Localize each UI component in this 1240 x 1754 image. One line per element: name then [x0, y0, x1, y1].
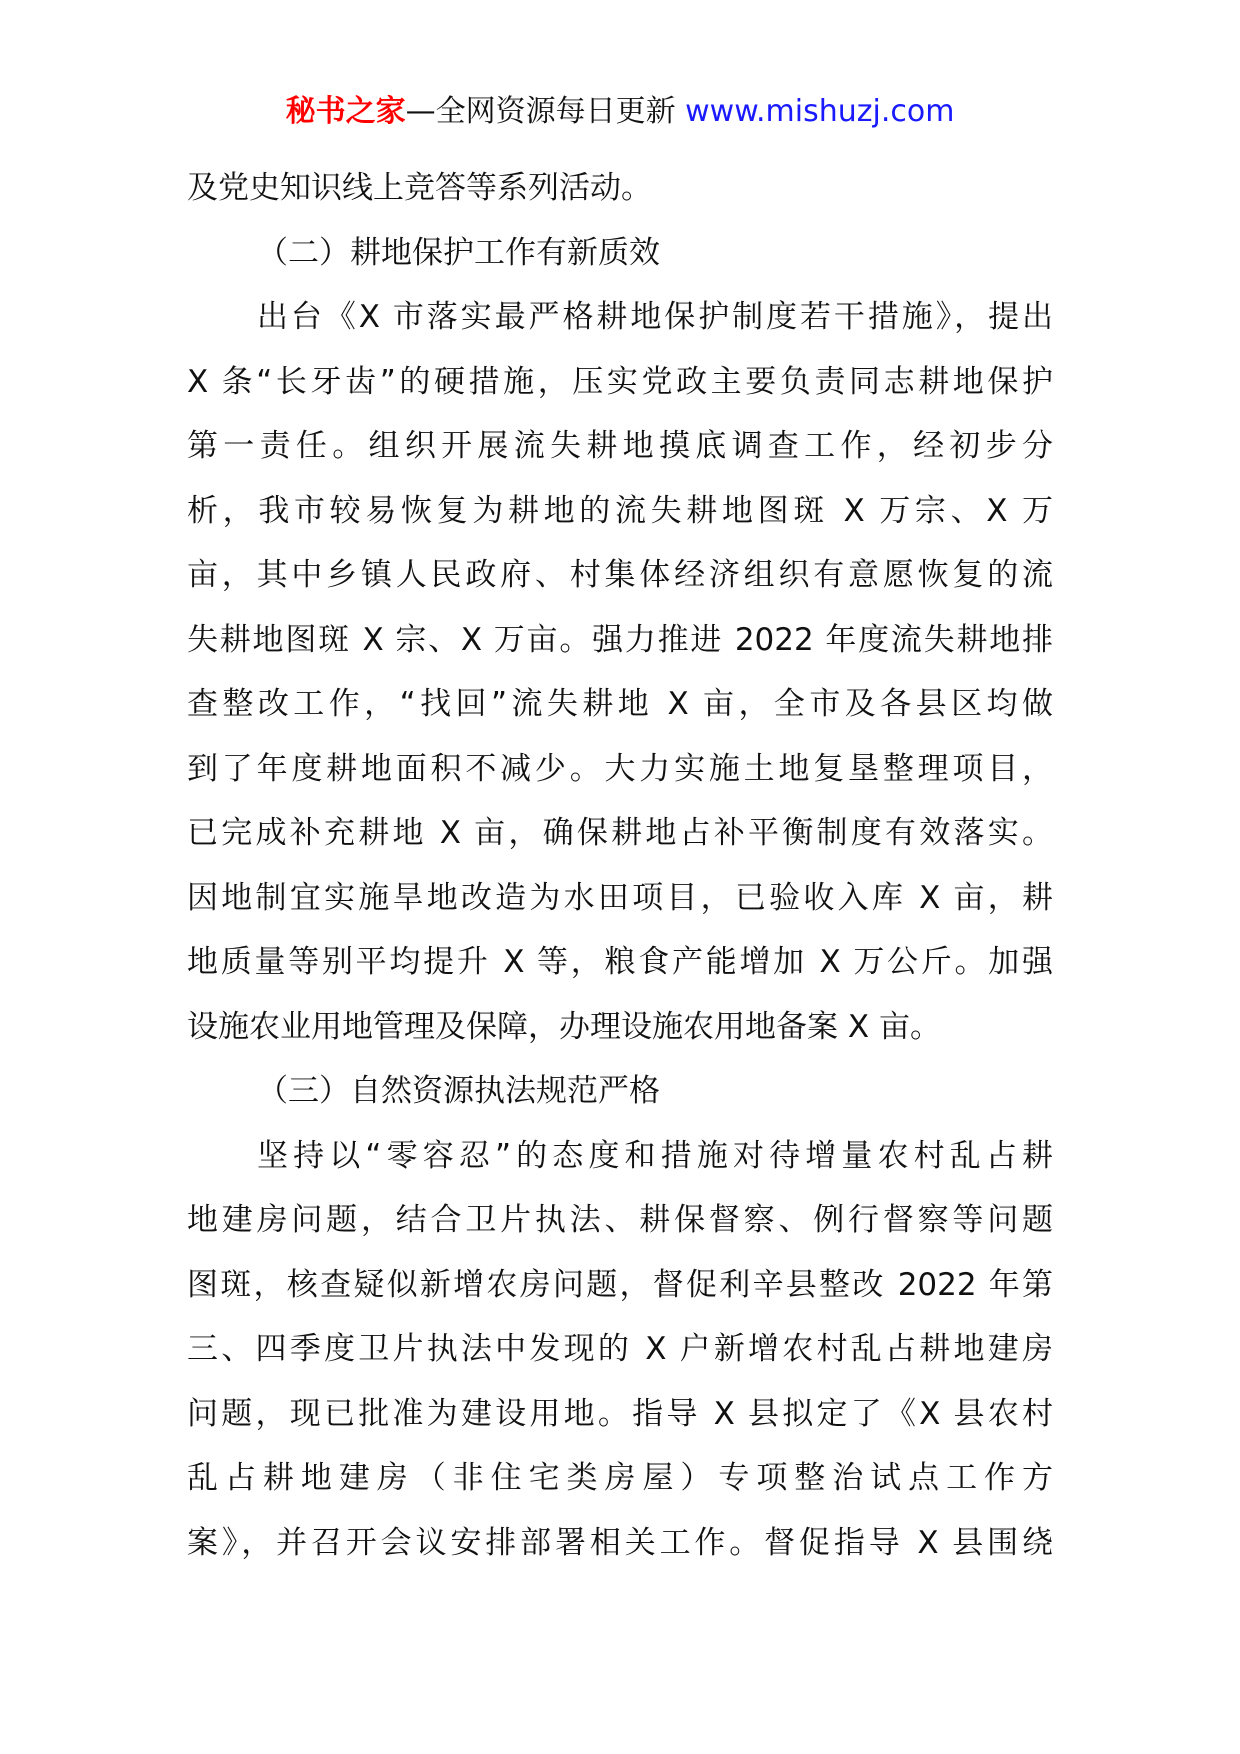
document-body: [187, 156, 1053, 1575]
text-line: 及党史知识线上竞答等系列活动。: [187, 170, 652, 206]
text-line: 三、四季度卫片执法中发现的 X 户新增农村乱占耕地建房: [187, 1331, 1053, 1367]
text-line: 已完成补充耕地 X 亩，确保耕地占补平衡制度有效落实。: [187, 815, 1053, 851]
text-line: 失耕地图斑 X 宗、X 万亩。强力推进 2022 年度流失耕地排: [187, 621, 1053, 658]
text-line: 设施农业用地管理及保障，办理设施农用地备案 X 亩。: [187, 1008, 941, 1045]
header-slogan: —全网资源每日更新: [405, 94, 676, 129]
text-line: 地质量等别平均提升 X 等，粮食产能增加 X 万公斤。加强: [187, 944, 1053, 980]
text-line: 亩，其中乡镇人民政府、村集体经济组织有意愿恢复的流: [187, 557, 1053, 593]
text-line: 案》，并召开会议安排部署相关工作。督促指导 X 县围绕: [187, 1524, 1053, 1561]
text-line: 坚持以“零容忍”的态度和措施对待增量农村乱占耕: [257, 1137, 1053, 1174]
text-line: 图斑，核查疑似新增农房问题，督促利辛县整改 2022 年第: [187, 1266, 1053, 1303]
text-line: 问题，现已批准为建设用地。指导 X 县拟定了《X 县农村: [187, 1395, 1053, 1432]
section-heading: （二）耕地保护工作有新质效: [257, 234, 660, 271]
text-line: 出台《X 市落实最严格耕地保护制度若干措施》，提出: [257, 299, 1053, 335]
text-line: 地建房问题，结合卫片执法、耕保督察、例行督察等问题: [187, 1202, 1053, 1238]
text-line: X 条“长牙齿”的硬措施，压实党政主要负责同志耕地保护: [187, 363, 1053, 400]
text-line: 析，我市较易恢复为耕地的流失耕地图斑 X 万宗、X 万: [187, 492, 1053, 529]
text-line: 查整改工作，“找回”流失耕地 X 亩，全市及各县区均做: [187, 686, 1053, 722]
site-url[interactable]: www.mishuzj.com: [685, 94, 955, 129]
text-line: 到了年度耕地面积不减少。大力实施土地复垦整理项目，: [187, 750, 1053, 787]
text-line: 第一责任。组织开展流失耕地摸底调查工作，经初步分: [187, 428, 1053, 464]
text-line: 因地制宜实施旱地改造为水田项目，已验收入库 X 亩，耕: [187, 879, 1053, 916]
site-header: [0, 94, 1240, 130]
text-line: 乱占耕地建房（非住宅类房屋）专项整治试点工作方: [187, 1460, 1053, 1496]
brand-name: 秘书之家: [285, 94, 406, 129]
section-heading: （三）自然资源执法规范严格: [257, 1073, 660, 1109]
